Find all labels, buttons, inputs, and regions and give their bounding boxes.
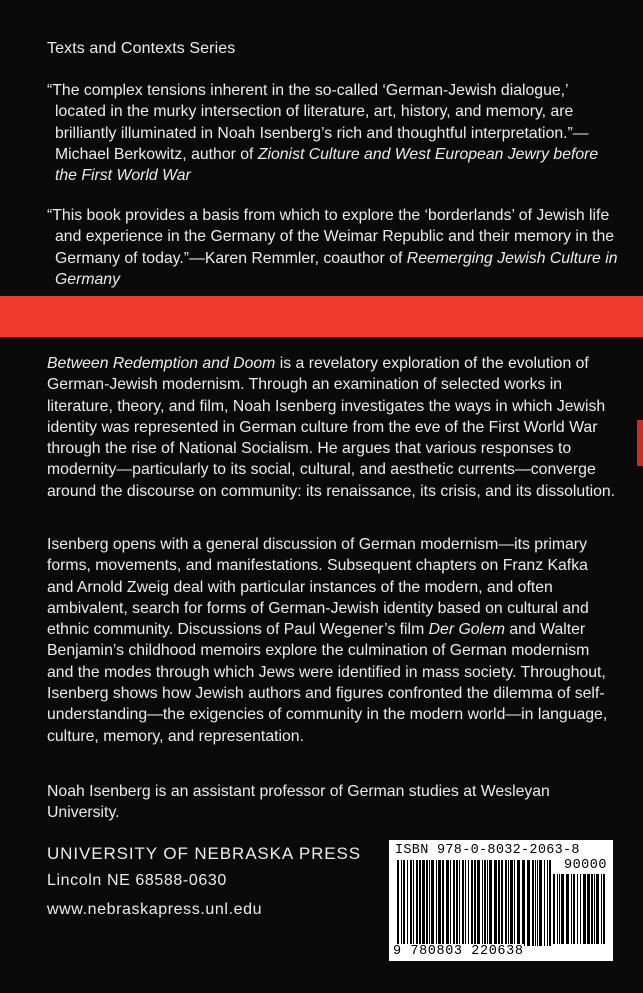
barcode-bar: [514, 860, 515, 946]
barcode-bar: [422, 860, 425, 946]
author-bio: Noah Isenberg is an assistant professor of German studies at Wesleyan University.: [47, 783, 550, 822]
barcode-bar: [489, 860, 492, 946]
paragraph-text: Isenberg opens with a general discussion of German modernism—its primary forms, movements, and manifestations. Subsequent chapters on Franz Kafka and Arnold Zweig deal with particular instances of the modern, and often ambivalent, search for forms of German-Jewish identity based on cultural and ethnic community. Discussions of Paul Wegener’s film: [47, 536, 589, 639]
publisher-url: www.nebraskapress.unl.edu: [47, 901, 263, 918]
isbn-barcode: [389, 840, 613, 961]
barcode-bar: [547, 860, 548, 946]
barcode-bar: [539, 860, 542, 946]
paragraph-text: and Walter Benjamin’s childhood memoirs explore the culmination of German modernism and the modes through which Jews were identified in mass society. Throughout, Isenberg shows how Jewish authors and figures confronted the dilemma of self-understanding—the exigencies of community in the modern world—in language, culture, memory, and representation.: [47, 621, 608, 745]
barcode-bar: [566, 874, 569, 944]
barcode-bar: [501, 860, 503, 946]
description-paragraph: [47, 353, 617, 502]
publisher-block: [47, 845, 361, 918]
barcode-bar: [484, 860, 486, 946]
addon-barcode-bars: [553, 874, 607, 944]
barcode-bar: [462, 860, 464, 946]
barcode-bar: [553, 874, 555, 944]
quote-text: “This book provides a basis from which to explore the ‘borderlands’ of Jewish life and experience in the Germany of the Weimar Republic and their memory in the Germany of today.”—Karen Remmler, coauthor of: [47, 207, 615, 267]
barcode-bar: [450, 860, 451, 946]
barcode-bar: [416, 860, 418, 946]
edge-mark: [637, 420, 643, 466]
barcode-bar: [587, 874, 590, 944]
barcode-bar: [557, 874, 558, 944]
description-paragraph: [47, 534, 617, 747]
barcode-bar: [522, 860, 525, 946]
barcode-bar: [573, 874, 575, 944]
publisher-name: UNIVERSITY OF NEBRASKA PRESS: [47, 844, 361, 863]
barcode-bar: [471, 860, 473, 946]
barcode-bar: [594, 874, 595, 944]
book-title: Between Redemption and Doom: [47, 355, 276, 372]
review-quote: [47, 205, 621, 290]
barcode-bar: [591, 874, 593, 944]
barcode-bar: [482, 860, 483, 946]
quote-text: “The complex tensions inherent in the so-called ‘German-Jewish dialogue,’ located in the murky intersection of literature, art, history, and memory, are brilliantly illuminated in Noah Isenberg’s rich and thoughtful interpretation.”—Michael Berkowitz, author of: [47, 82, 589, 163]
price-addon: 90000: [563, 858, 607, 873]
barcode-bar: [397, 860, 399, 946]
barcode-bar: [559, 874, 560, 944]
barcode-bar: [561, 874, 564, 944]
review-quote: [47, 80, 621, 186]
barcode-bar: [527, 860, 530, 946]
barcode-bar: [456, 860, 458, 946]
book-title: Zionist Culture and West European Jewry before the First World War: [55, 145, 599, 185]
ean-digits: 9 780803 220638: [393, 944, 524, 959]
barcode-bar: [580, 874, 581, 944]
barcode-bar: [407, 860, 408, 946]
barcode-bar: [603, 874, 605, 944]
barcode-bar: [474, 860, 476, 946]
barcode-bar: [571, 874, 572, 944]
barcode-bar: [419, 860, 421, 946]
barcode-bar: [505, 860, 507, 946]
barcode-bar: [453, 860, 455, 946]
barcode-bar: [583, 874, 586, 944]
barcode-bar: [517, 860, 520, 946]
barcode-bar: [601, 874, 602, 944]
barcode-bar: [401, 860, 402, 946]
barcode-bar: [477, 860, 480, 946]
barcode-bar: [446, 860, 449, 946]
barcode-bar: [410, 860, 412, 946]
barcode-bar: [535, 860, 536, 946]
barcode-bar: [544, 860, 545, 946]
barcode-bar: [596, 874, 599, 944]
barcode-bar: [426, 860, 428, 946]
barcode-bar: [468, 860, 469, 946]
paragraph-text: is a revelatory exploration of the evolution of German-Jewish modernism. Through an examination of selected works in literature, theory, and film, Noah Isenberg investigates the ways in which Jewish identity was represented in German culture from the eve of the First World War through the rise of National Socialism. He argues that various responses to modernity—particularly to its social, cultural, and aesthetic currents—converge around the discourse on community: its renaissance, its crisis, and its dissolution.: [47, 355, 616, 500]
barcode-bar: [577, 874, 578, 944]
barcode-bar: [459, 860, 460, 946]
film-title: Der Golem: [428, 621, 505, 639]
publisher-address: Lincoln NE 68588-0630: [47, 872, 227, 889]
barcode-bar: [438, 860, 441, 946]
barcode-bar: [494, 860, 497, 946]
barcode-bar: [413, 860, 414, 946]
barcode-bar: [442, 860, 444, 946]
barcode-bar: [532, 860, 534, 946]
barcode-bar: [508, 860, 509, 946]
barcode-bar: [429, 860, 430, 946]
accent-band: [0, 296, 643, 337]
barcode-bar: [510, 860, 513, 946]
series-name: Texts and Contexts Series: [47, 40, 236, 57]
barcode-bar: [498, 860, 500, 946]
barcode-bar: [436, 860, 437, 946]
barcode-bar: [465, 860, 466, 946]
barcode-bar: [537, 860, 538, 946]
barcode-bars: [397, 860, 553, 946]
barcode-bar: [549, 860, 551, 946]
barcode-bar: [403, 860, 405, 946]
barcode-bar: [431, 860, 434, 946]
book-title: Reemerging Jewish Culture in Germany: [55, 249, 618, 288]
barcode-bar: [487, 860, 488, 946]
isbn-number: ISBN 978-0-8032-2063-8: [395, 843, 580, 858]
